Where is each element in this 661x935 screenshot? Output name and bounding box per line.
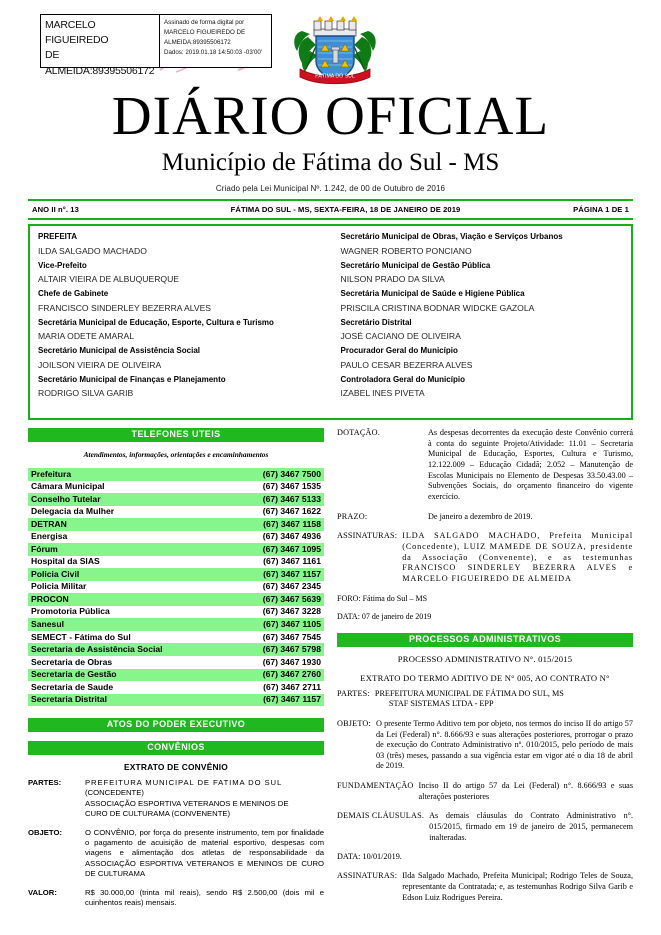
- official-name: JOSÉ CACIANO DE OLIVEIRA: [340, 331, 461, 342]
- table-row: [28, 681, 324, 694]
- section-spacer: [28, 732, 324, 741]
- demais-clausulas-body: As demais cláusulas do Contrato Administrativo n°. 015/2015, firmado em 19 de janeiro de 2015, permanecem inalteradas.: [429, 811, 633, 842]
- official-role: Secretário Municipal de Gestão Pública: [340, 260, 491, 270]
- convenios-banner: CONVÊNIOS: [28, 741, 324, 755]
- official-role: Secretário Distrital: [340, 317, 412, 327]
- official-name: IZABEL INES PIVETA: [340, 388, 425, 399]
- partes-line-2: (CONCEDENTE): [85, 788, 144, 798]
- processos-banner: PROCESSOS ADMINISTRATIVOS: [337, 633, 633, 647]
- official-name: WAGNER ROBERTO PONCIANO: [340, 245, 472, 256]
- fundamentacao-body: Inciso II do artigo 57 da Lei (Federal) n°. 8.666/93 e suas alterações posteriores: [418, 781, 633, 801]
- processo-objeto-block: [337, 719, 633, 772]
- table-row: [28, 656, 324, 669]
- official-name: ILDA SALGADO MACHADO: [38, 245, 147, 256]
- table-row: [28, 643, 324, 656]
- telefone-number: (67) 3467 7500: [230, 468, 324, 481]
- processo-numero: PROCESSO ADMINISTRATIVO N°. 015/2015: [397, 653, 573, 664]
- telefone-name: Conselho Tutelar: [28, 493, 230, 506]
- telefone-number: (67) 3467 2345: [262, 581, 321, 592]
- telefone-name: DETRAN: [28, 518, 230, 531]
- processo-assinaturas-block: [337, 871, 633, 903]
- official-name: MARIA ODETE AMARAL: [38, 331, 134, 342]
- telefone-number: (67) 3467 4936: [262, 531, 321, 542]
- table-row: [28, 543, 324, 556]
- assinaturas-convenio-block: [337, 531, 633, 584]
- telefone-number: (67) 3467 2760: [230, 669, 324, 682]
- issue-year-number: ANO II n°. 13: [32, 205, 79, 214]
- official-role: Controladora Geral do Município: [340, 374, 465, 384]
- fundamentacao-block: [337, 781, 633, 802]
- table-row: [28, 468, 324, 481]
- table-row: [28, 593, 324, 606]
- telefone-name: Policia Civil: [28, 568, 230, 581]
- official-name: RODRIGO SILVA GARIB: [38, 388, 134, 399]
- telefone-number: (67) 3467 5798: [230, 643, 324, 656]
- telefone-number: (67) 3467 1158: [230, 518, 324, 531]
- telefone-number: (67) 3467 1157: [230, 694, 324, 707]
- assinaturas-body: ILDA SALGADO MACHADO, Prefeita Municipal (Concedente), LUIZ MAMEDE DE SOUZA, presidente da Associação (Convenente), e as testemunhas FRANCISCO SINDERLEY BEZERRA ALVES e MARCELO FIGUEIREDO DE ALMEIDA: [402, 531, 633, 583]
- official-name: FRANCISCO SINDERLEY BEZERRA ALVES: [38, 302, 212, 313]
- telefone-name: Delegacia da Mulher: [31, 506, 115, 517]
- left-column: [28, 428, 324, 916]
- telefone-number: (67) 3467 1535: [262, 481, 321, 492]
- signature-name-block: [41, 15, 159, 77]
- table-row: [28, 618, 324, 631]
- official-role: Procurador Geral do Município: [340, 346, 458, 356]
- official-name: PRISCILA CRISTINA BODNAR WIDCKE GAZOLA: [340, 302, 535, 313]
- partes-label: PARTES:: [337, 688, 370, 698]
- coat-of-arms-icon: [292, 7, 378, 89]
- officials-column-right: [331, 226, 632, 418]
- partes-line-1: PREFEITURA MUNICIPAL DE FÁTIMA DO SUL, MS: [374, 688, 564, 698]
- official-role: Secretário Municipal de Assistência Social: [38, 346, 200, 356]
- svg-text:FÁTIMA DO SUL: FÁTIMA DO SUL: [315, 73, 355, 80]
- issue-date: FÁTIMA DO SUL - MS, SEXTA-FEIRA, 18 DE JANEIRO DE 2019: [230, 205, 461, 214]
- officials-column-left: [30, 226, 331, 418]
- telefone-name: Fórum: [28, 543, 230, 556]
- official-role: Secretária Municipal de Saúde e Higiene Pública: [340, 289, 525, 299]
- table-row: [28, 556, 324, 569]
- extrato-convenio-title: EXTRATO DE CONVÊNIO: [123, 762, 228, 773]
- dotacao-block: [337, 428, 633, 503]
- signature-name-line-2: DE: [45, 49, 60, 62]
- telefone-name: Energisa: [31, 531, 68, 542]
- objeto-body: O CONVÊNIO, por força do presente instrumento, tem por finalidade o pagamento de acuisição de material esportivo, despesas com viagens e alimentação dos atletas de responsabilidade da ASSOCIAÇÃO ESPORTIVA VETERANOS E MENINOS DE CURO DE CULTURAMA: [85, 827, 324, 879]
- signature-detail-block: [160, 15, 271, 67]
- telefone-number: (67) 3467 1161: [263, 556, 321, 567]
- partes-label: PARTES:: [28, 778, 62, 788]
- table-row: [28, 518, 324, 531]
- masthead-subtitle: Município de Fátima do Sul - MS: [161, 149, 500, 176]
- signature-detail-line-4: Dados: 2019.01.18 14:50:03 -03'00': [164, 49, 263, 57]
- table-row: [28, 631, 324, 644]
- dotacao-body: As despesas decorrentes da execução deste Convênio correrá à conta do seguinte Projeto/Atividade: 11.01 – Secretaria Municipal de Educação, Esportes, Cultura e Turismo, 12.122.009 – Educação Cidadã; 2.052 – Manutenção de Escolas Municipais no Elemento de Despesas 33.50.43.00 – Subvenções Sociais, do orçamento financeiro do vigente exercício.: [428, 428, 633, 501]
- partes-line-4: CURO DE CULTURAMA (CONVENENTE): [85, 809, 231, 819]
- telefone-name: SEMECT - Fátima do Sul: [31, 631, 131, 642]
- official-role: PREFEITA: [38, 232, 77, 241]
- telefone-name: Câmara Municipal: [31, 481, 105, 492]
- telefone-name: Policia Militar: [31, 581, 87, 592]
- table-row: [28, 581, 324, 594]
- demais-clausulas-label: DEMAIS CLÁUSULAS.: [337, 811, 425, 821]
- digital-signature-stamp: [40, 14, 272, 77]
- signature-name-line-3: ALMEIDA:89395506172: [45, 64, 155, 77]
- official-name: ALTAIR VIEIRA DE ALBUQUERQUE: [38, 274, 180, 285]
- convenio-data-text: DATA: 07 de janeiro de 2019: [337, 611, 432, 621]
- table-row: [28, 481, 324, 494]
- partes-line-2: STAF SISTEMAS LTDA - EPP: [388, 699, 494, 709]
- table-row: [28, 531, 324, 544]
- telefone-number: (67) 3467 1622: [262, 506, 321, 517]
- telefones-note: Atendimentos, informações, orientações e encaminhamentos: [83, 450, 269, 459]
- partes-line-1: PREFEITURA MUNICIPAL DE FATIMA DO SUL: [85, 778, 283, 788]
- official-role: Secretário Municipal de Finanças e Planejamento: [38, 374, 226, 384]
- signature-detail-line-3: ALMEIDA:89395506172: [164, 39, 231, 47]
- partes-body: [375, 689, 633, 710]
- telefone-number: (67) 3467 5133: [230, 493, 324, 506]
- signature-detail-line-2: MARCELO FIGUEIREDO DE: [164, 29, 246, 37]
- masthead: [0, 85, 661, 193]
- official-name: NILSON PRADO DA SILVA: [340, 274, 445, 285]
- processo-data-text: DATA: 10/01/2019.: [337, 852, 402, 862]
- telefone-number: (67) 3467 1930: [262, 656, 321, 667]
- table-row: [28, 606, 324, 619]
- objeto-label: OBJETO:: [28, 827, 63, 837]
- processo-partes-block: [337, 689, 633, 710]
- telefone-name: Promotoria Pública: [31, 606, 110, 617]
- telefone-name: Secretaria Distrital: [28, 694, 230, 707]
- telefone-number: (67) 3467 1157: [230, 568, 324, 581]
- assinaturas-label: ASSINATURAS:: [337, 531, 398, 541]
- telefone-name: Secretaria de Assistência Social: [28, 643, 230, 656]
- issue-info-bar: [28, 199, 633, 220]
- table-row: [28, 568, 324, 581]
- official-name: JOILSON VIEIRA DE OLIVEIRA: [38, 359, 162, 370]
- table-row: [28, 694, 324, 707]
- table-row: [28, 669, 324, 682]
- page-title: DIÁRIO OFICIAL: [111, 85, 550, 146]
- fundamentacao-label: FUNDAMENTAÇÃO: [337, 781, 414, 791]
- convenio-partes-block: [28, 778, 324, 820]
- telefone-number: (67) 3467 1095: [230, 543, 324, 556]
- atos-banner: ATOS DO PODER EXECUTIVO: [28, 718, 324, 732]
- telefone-name: Secretaria de Gestão: [28, 669, 230, 682]
- telefone-number: (67) 3467 2711: [263, 681, 321, 692]
- page-number: PÁGINA 1 DE 1: [573, 205, 629, 214]
- right-column: [337, 428, 633, 912]
- official-role: Vice-Prefeito: [38, 260, 87, 270]
- partes-line-3: ASSOCIAÇÃO ESPORTIVA VETERANOS E MENINOS DE: [85, 798, 289, 808]
- telefone-number: (67) 3467 3228: [262, 606, 321, 617]
- assinaturas-body: Ilda Salgado Machado, Prefeita Municipal; Rodrigo Teles de Souza, representante da Contratada; e, as testemunhas Rodrigo Silva Garib e Edson Luiz Rodrigues Pereira.: [402, 871, 633, 902]
- prazo-body: De janeiro a dezembro de 2019.: [428, 511, 533, 521]
- telefone-name: Sanesul: [28, 618, 230, 631]
- telefone-number: (67) 3467 7545: [262, 631, 321, 642]
- valor-body: R$ 30.000,00 (trinta mil reais), sendo R$ 2.500,00 (dois mil e cuinhentos reais) mensais.: [85, 887, 324, 907]
- telefone-number: (67) 3467 5639: [230, 593, 324, 606]
- dotacao-label: DOTAÇÃO.: [337, 428, 381, 437]
- telefone-number: (67) 3467 1105: [230, 618, 324, 631]
- section-spacer: [28, 706, 324, 718]
- prazo-label: PRAZO:: [337, 511, 368, 521]
- table-row: [28, 493, 324, 506]
- valor-label: VALOR:: [28, 887, 57, 897]
- official-name: PAULO CESAR BEZERRA ALVES: [340, 359, 473, 370]
- telefones-table: [28, 468, 324, 706]
- telefone-name: Secretaria de Obras: [31, 656, 113, 667]
- demais-clausulas-block: [337, 811, 633, 843]
- official-role: Secretário Municipal de Obras, Viação e Serviços Urbanos: [340, 232, 563, 241]
- telefone-name: Hospital da SIAS: [31, 556, 100, 567]
- telefone-name: PROCON: [28, 593, 230, 606]
- convenio-valor-block: [28, 888, 324, 909]
- telefones-banner: TELEFONES UTEIS: [28, 428, 324, 442]
- prazo-block: [337, 512, 633, 523]
- official-role: Chefe de Gabinete: [38, 289, 109, 299]
- assinaturas-label: ASSINATURAS:: [337, 871, 398, 881]
- processo-extrato-title: EXTRATO DO TERMO ADITIVO DE N° 005, AO CONTRATO N°: [360, 672, 610, 683]
- table-row: [28, 506, 324, 519]
- objeto-body: O presente Termo Aditivo tem por objeto, nos termos do inciso II do artigo 57 da Lei (Federal) n°. 8.666/93 e suas alterações posteriores, prorrogar o prazo de execução do Contrato Administrativo nº. 010/2015, pelo período de mais 03 (três) meses, passando a sua vigência estar em vigor até o dia 18 de abril de 2019.: [376, 718, 633, 771]
- officials-box: [28, 224, 633, 420]
- telefone-name: Secretaria de Saude: [31, 681, 114, 692]
- signature-detail-line-1: Assinado de forma digital por: [164, 19, 245, 26]
- foro-text: FORO: Fátima do Sul – MS: [337, 593, 428, 603]
- objeto-label: OBJETO:: [337, 718, 372, 728]
- official-role: Secretária Municipal de Educação, Esporte, Cultura e Turismo: [38, 317, 274, 327]
- masthead-law-note: Criado pela Lei Municipal Nº. 1.242, de 00 de Outubro de 2016: [215, 183, 446, 193]
- partes-body: [85, 778, 324, 820]
- convenio-objeto-block: [28, 828, 324, 880]
- telefone-name: Prefeitura: [28, 468, 230, 481]
- signature-name-line-1: MARCELO FIGUEIREDO: [45, 19, 109, 47]
